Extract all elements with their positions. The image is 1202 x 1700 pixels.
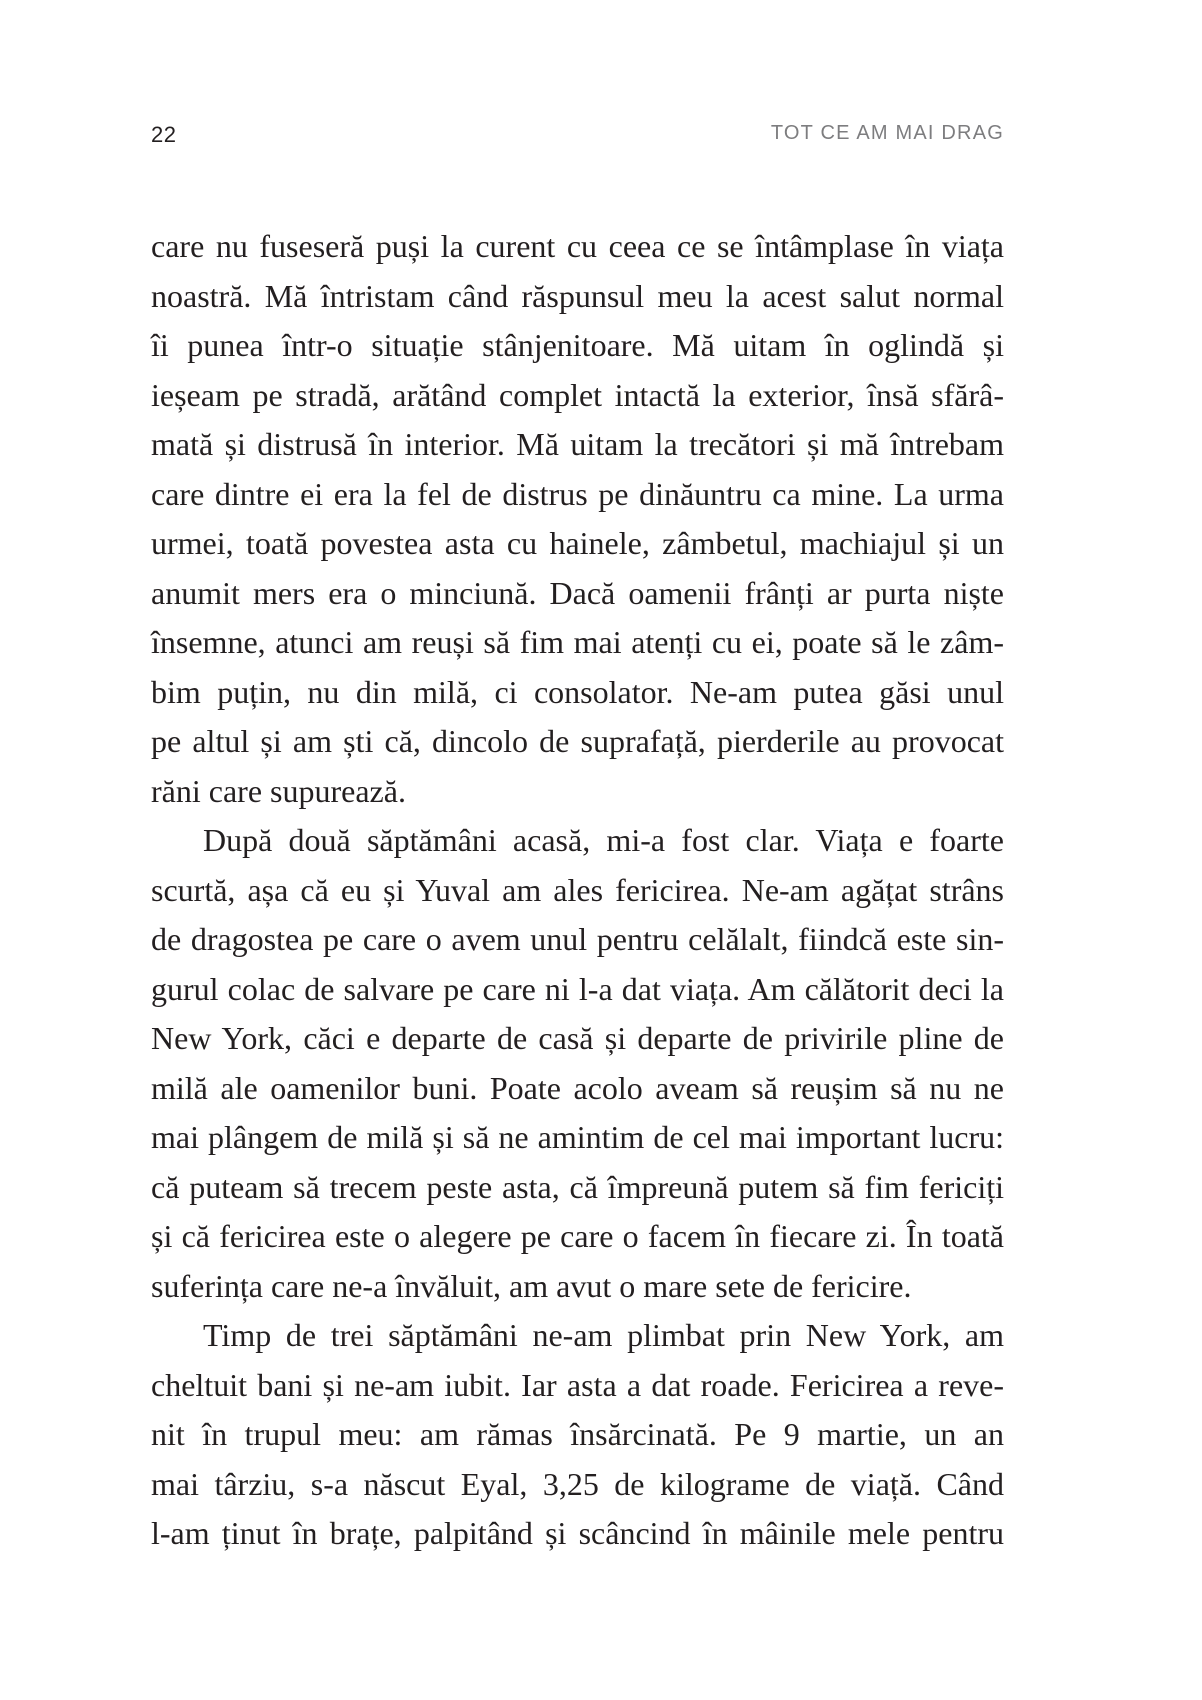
text-line: cheltuit bani și ne-am iubit. Iar asta a dat roade. Fericirea a reve- bbox=[151, 1366, 1004, 1403]
text-line: ieșeam pe stradă, arătând complet intactă la exterior, însă sfărâ- bbox=[151, 376, 1004, 413]
text-line: îi punea într-o situație stânjenitoare. Mă uitam în oglindă și bbox=[151, 327, 1004, 363]
text-line: New York, căci e departe de casă și departe de privirile pline de bbox=[151, 1020, 1004, 1056]
text-line: că puteam să trecem peste asta, că împreună putem să fim fericiți bbox=[151, 1168, 1004, 1205]
text-line: nit în trupul meu: am rămas însărcinată. Pe 9 martie, un an bbox=[151, 1416, 1004, 1452]
text-line: bim puțin, nu din milă, ci consolator. Ne-am putea găsi unul bbox=[151, 673, 1004, 710]
text-line: mai târziu, s-a născut Eyal, 3,25 de kilograme de viață. Când bbox=[151, 1465, 1004, 1502]
text-line: însemne, atunci am reuși să fim mai atenți cu ei, poate să le zâm- bbox=[151, 624, 1004, 660]
text-line: l-am ținut în brațe, palpitând și scâncind în mâinile mele pentru bbox=[151, 1515, 1004, 1551]
paragraph-1 bbox=[151, 222, 1004, 816]
text-line: mată și distrusă în interior. Mă uitam la trecători și mă întrebam bbox=[151, 426, 1004, 462]
text-line: milă ale oamenilor buni. Poate acolo aveam să reușim să nu ne bbox=[151, 1069, 1004, 1106]
paragraph-3 bbox=[151, 1311, 1004, 1559]
text-line: noastră. Mă întristam când răspunsul meu la acest salut normal bbox=[151, 277, 1004, 314]
text-line: scurtă, așa că eu și Yuval am ales fericirea. Ne-am agățat strâns bbox=[151, 871, 1004, 908]
book-title-header: TOT CE AM MAI DRAG bbox=[770, 122, 1004, 144]
text-line: anumit mers era o minciună. Dacă oamenii frânți ar purta niște bbox=[151, 574, 1004, 611]
page-number: 22 bbox=[151, 122, 177, 147]
paragraph-2 bbox=[151, 816, 1004, 1311]
text-line: de dragostea pe care o avem unul pentru celălalt, fiindcă este sin- bbox=[151, 921, 1004, 957]
running-header bbox=[151, 122, 1004, 152]
text-line: care dintre ei era la fel de distrus pe dinăuntru ca mine. La urma bbox=[151, 475, 1004, 512]
text-line: gurul colac de salvare pe care ni l-a dat viața. Am călătorit deci la bbox=[151, 970, 1004, 1007]
text-line: răni care supurează. bbox=[151, 772, 406, 809]
body-text bbox=[151, 222, 1004, 1559]
text-line: și că fericirea este o alegere pe care o facem în fiecare zi. În toată bbox=[151, 1218, 1004, 1254]
text-line: Timp de trei săptămâni ne-am plimbat prin New York, am bbox=[203, 1317, 1004, 1353]
text-line: suferința care ne-a învăluit, am avut o mare sete de fericire. bbox=[151, 1267, 912, 1304]
text-line: După două săptămâni acasă, mi-a fost clar. Viața e foarte bbox=[203, 822, 1004, 858]
text-line: care nu fuseseră puși la curent cu ceea ce se întâmplase în viața bbox=[151, 228, 1004, 264]
text-line: mai plângem de milă și să ne amintim de cel mai important lucru: bbox=[151, 1119, 1004, 1155]
text-line: pe altul și am ști că, dincolo de suprafață, pierderile au provocat bbox=[151, 723, 1004, 759]
text-line: urmei, toată povestea asta cu hainele, zâmbetul, machiajul și un bbox=[151, 525, 1004, 561]
